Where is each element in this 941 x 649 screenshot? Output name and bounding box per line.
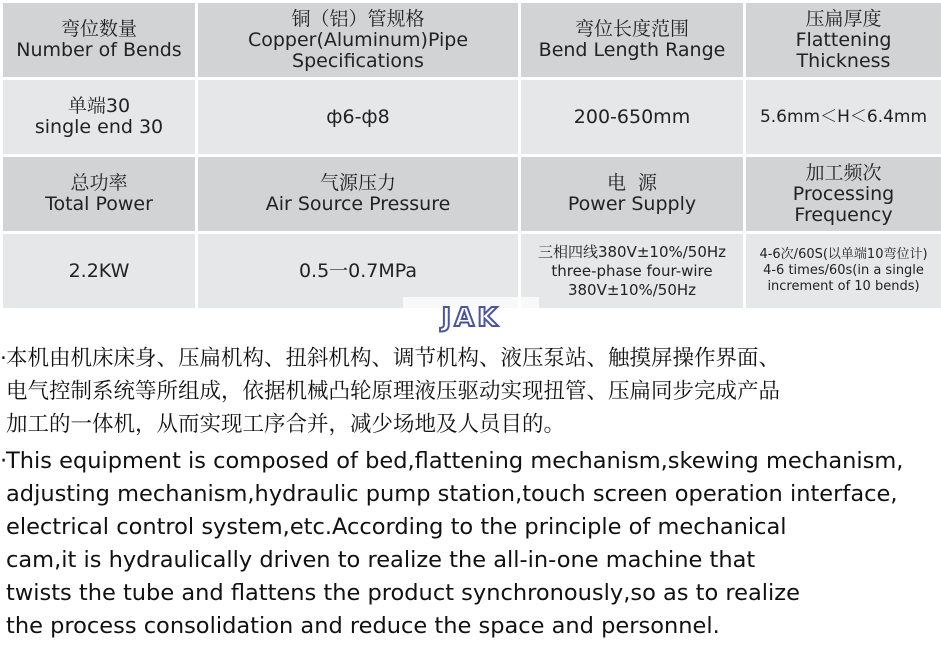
description-line <box>0 478 941 511</box>
description-text: 本机由机床床身、压扁机构、扭斜机构、调节机构、液压泵站、触摸屏操作界面、 <box>6 346 781 371</box>
header-row-2 <box>3 157 941 231</box>
description-text: This equipment is composed of bed,flattening mechanism,skewing mechanism, <box>6 448 904 474</box>
header-cell-bend-length <box>521 3 743 77</box>
description-text: 电气控制系统等所组成，依据机械凸轮原理液压驱动实现扭管、压扁同步完成产品 <box>6 379 781 404</box>
header-cell-frequency <box>746 157 941 231</box>
bullet-dot: · <box>0 346 7 371</box>
header-en: Bend Length Range <box>538 39 726 61</box>
description-line <box>0 375 941 408</box>
header-cn: 压扁厚度 <box>805 7 882 30</box>
header-en: Copper(Aluminum)Pipe <box>247 28 469 51</box>
header-en: Power Supply <box>567 193 697 215</box>
value-cell-power <box>3 234 195 308</box>
description-line <box>0 342 941 375</box>
header-en-2: Frequency <box>794 203 893 226</box>
header-en: Processing <box>792 182 895 205</box>
header-cell-power <box>3 157 195 231</box>
description-chinese <box>0 342 941 441</box>
header-cell-power-supply <box>521 157 743 231</box>
value-cell-bends <box>3 80 195 154</box>
value-cell-flattening <box>746 80 941 154</box>
spec-table <box>0 0 941 311</box>
header-row-1 <box>3 3 941 77</box>
value-cell-pipe-spec <box>198 80 518 154</box>
header-cn: 铜（铝）管规格 <box>291 7 425 30</box>
header-cn: 弯位长度范围 <box>574 18 689 40</box>
description-text: cam,it is hydraulically driven to realize the all-in-one machine that <box>6 547 756 573</box>
description-text: twists the tube and flattens the product synchronously,so as to realize <box>6 580 800 606</box>
description-text: adjusting mechanism,hydraulic pump station,touch screen operation interface, <box>6 481 898 507</box>
header-cn: 气源压力 <box>319 172 396 194</box>
description-text: electrical control system,etc.According to the principle of mechanical <box>6 514 787 540</box>
header-cn: 弯位数量 <box>60 18 137 40</box>
header-cn: 总功率 <box>70 172 128 194</box>
header-en-2: Specifications <box>292 49 424 72</box>
description-line <box>0 408 941 441</box>
value-line-1: 2.2KW <box>68 259 130 282</box>
value-line-2: single end 30 <box>34 116 164 138</box>
value-line-1: 0.5一0.7MPa <box>298 259 418 282</box>
value-line-3: increment of 10 bends) <box>767 279 920 294</box>
bullet-dot: · <box>0 448 8 474</box>
header-cell-pipe-spec <box>198 3 518 77</box>
value-line-3: 380V±10%/50Hz <box>567 280 697 299</box>
description-text: the process consolidation and reduce the space and personnel. <box>6 613 720 639</box>
description-english <box>0 445 941 643</box>
value-line-2: 4-6 times/60s(in a single <box>763 263 924 278</box>
description-line <box>0 544 941 577</box>
header-cell-bends <box>3 3 195 77</box>
value-cell-frequency <box>746 234 941 308</box>
description-text: 加工的一体机，从而实现工序合并，减少场地及人员目的。 <box>6 412 566 437</box>
header-en: Total Power <box>45 193 153 215</box>
value-line-2: three-phase four-wire <box>551 261 713 280</box>
header-cn: 加工频次 <box>805 161 882 184</box>
value-cell-bend-length <box>521 80 743 154</box>
description-line <box>0 610 941 643</box>
value-line-1: ф6-ф8 <box>326 105 390 128</box>
header-en: Air Source Pressure <box>265 193 451 215</box>
value-line-1: 单端30 <box>67 95 131 117</box>
header-en: Flattening <box>795 28 892 51</box>
value-row-1 <box>3 80 941 154</box>
value-cell-power-supply <box>521 234 743 308</box>
description-line <box>0 445 941 478</box>
header-cn: 电 源 <box>606 172 658 194</box>
header-cell-flattening <box>746 3 941 77</box>
value-line-1: 三相四线380V±10%/50Hz <box>537 242 727 261</box>
value-line-1: 200-650mm <box>573 105 691 128</box>
value-line-1: 4-6次/60S(以单端10弯位计) <box>759 247 928 262</box>
description-line <box>0 511 941 544</box>
value-line-1: 5.6mm＜H＜6.4mm <box>759 106 928 127</box>
header-en-2: Thickness <box>796 49 891 72</box>
description-line <box>0 577 941 610</box>
header-en: Number of Bends <box>16 39 182 61</box>
logo-text: JAK <box>441 303 501 333</box>
jak-logo <box>403 297 539 339</box>
header-cell-air-pressure <box>198 157 518 231</box>
